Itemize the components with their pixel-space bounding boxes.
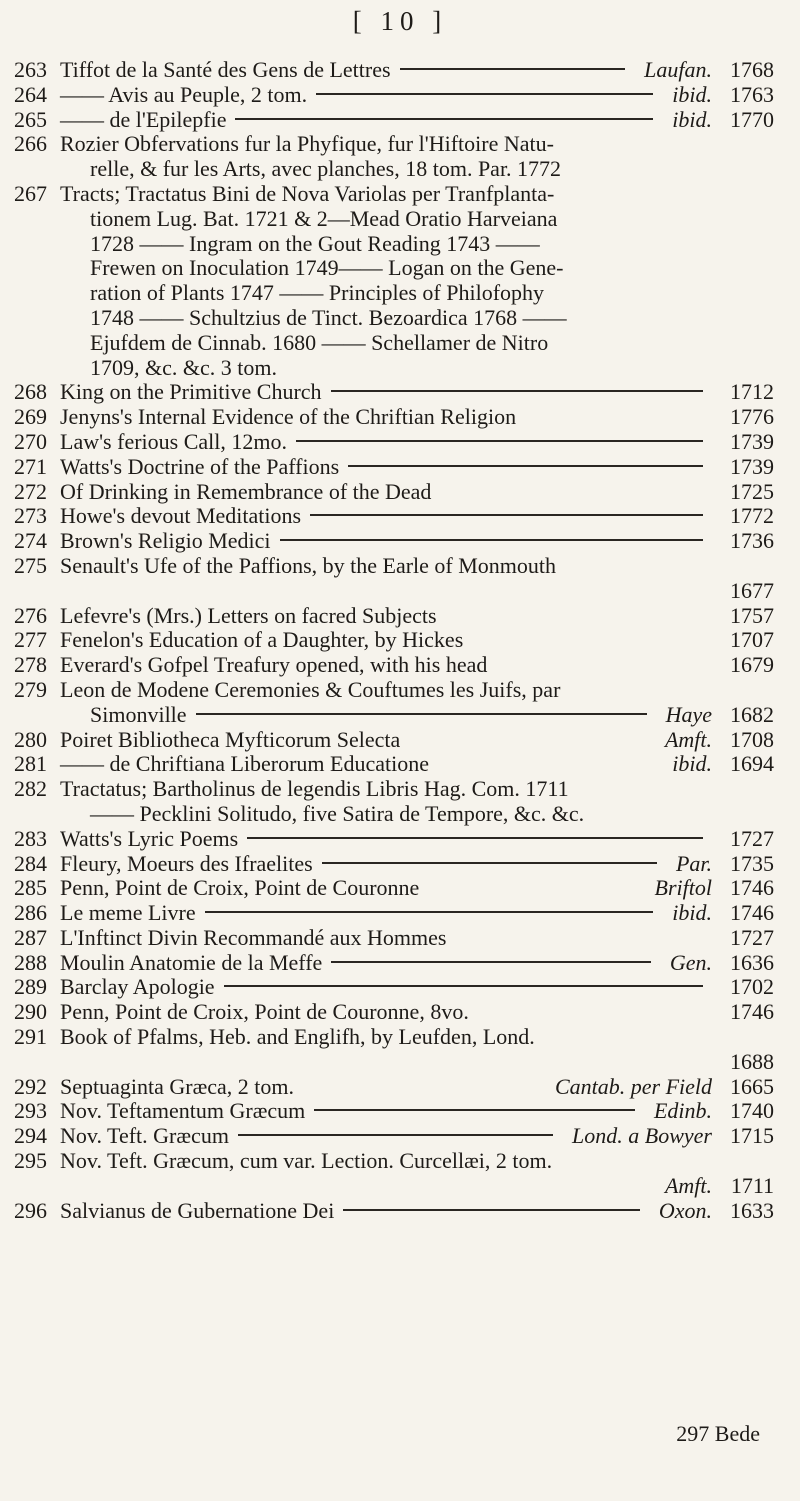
entry-title: —— de Chriftiana Liberorum Educatione: [60, 751, 429, 777]
catalogue-entry: [14, 1000, 774, 1025]
catalogue-entry: [14, 529, 774, 554]
entry-number: 263: [14, 57, 47, 82]
entry-year: 1768: [730, 57, 774, 82]
entry-number: 269: [14, 404, 47, 430]
entry-title: Poiret Bibliotheca Myfticorum Selecta: [60, 726, 401, 752]
entry-number: 275: [14, 552, 47, 578]
catchword: 297 Bede: [676, 1421, 760, 1446]
entry-number: 277: [14, 627, 47, 653]
entry-number: 288: [14, 949, 47, 975]
page-number: [ 10 ]: [352, 6, 448, 36]
catalogue-entry: [14, 678, 774, 728]
entry-number: 272: [14, 478, 47, 504]
entry-year: 1712: [730, 379, 774, 405]
entry-number: 284: [14, 850, 47, 876]
entry-year: 1702: [730, 974, 774, 1000]
entry-place: Gen.: [669, 949, 712, 975]
entry-title: Le meme Livre: [60, 900, 196, 926]
entry-number: 268: [14, 379, 47, 405]
entry-place: Cantab. per Field: [554, 1073, 712, 1099]
entry-number: 278: [14, 652, 47, 678]
entry-place: Haye: [665, 701, 712, 727]
entry-title: Fleury, Moeurs des Ifraelites: [60, 850, 313, 876]
entry-place: ibid.: [672, 751, 712, 777]
catalogue-entry: [14, 455, 774, 480]
entry-title: Simonville: [90, 701, 187, 727]
catalogue-entry: [14, 728, 774, 753]
entry-text: tionem Lug. Bat. 1721 & 2—Mead Oratio Harveiana: [90, 205, 558, 231]
entry-title: Salvianus de Gubernatione Dei: [60, 1197, 335, 1223]
entry-title: Nov. Teftamentum Græcum: [60, 1098, 306, 1124]
entry-text: relle, & fur les Arts, avec planches, 18 tom. Par. 1772: [90, 156, 562, 182]
entry-year: 1746: [730, 875, 774, 901]
catalogue-entry: [14, 926, 774, 951]
catalogue-entry: [14, 827, 774, 852]
catalogue-entry: [14, 852, 774, 877]
entry-year: 1727: [730, 924, 774, 950]
entry-number: 266: [14, 131, 47, 157]
entry-year: 1739: [730, 453, 774, 479]
entry-text: —— Pecklini Solitudo, five Satira de Tempore, &c. &c.: [90, 800, 585, 826]
catalogue-entry: [14, 1075, 774, 1100]
catalogue-entry: [14, 1124, 774, 1149]
entry-year: 1772: [730, 503, 774, 529]
entry-year: 1763: [730, 81, 774, 107]
catalogue-entry: [14, 752, 774, 777]
entry-text: 1709, &c. &c. 3 tom.: [90, 354, 277, 380]
entry-title: Of Drinking in Remembrance of the Dead: [60, 478, 432, 504]
catalogue-entry: [14, 901, 774, 926]
entry-year: 1707: [730, 627, 774, 653]
entry-number: 270: [14, 428, 47, 454]
leader-rule: [322, 862, 657, 864]
entry-text: Frewen on Inoculation 1749—— Logan on the Gene-: [90, 255, 564, 281]
catalogue-entry: [14, 132, 774, 182]
entry-place: Amft.: [664, 1172, 712, 1198]
entry-year: 1682: [730, 701, 774, 727]
entry-number: 292: [14, 1073, 47, 1099]
entry-number: 294: [14, 1123, 47, 1149]
catalogue-entry: [14, 876, 774, 901]
entry-title: —— Avis au Peuple, 2 tom.: [60, 81, 308, 107]
entry-title: Watts's Lyric Poems: [60, 825, 239, 851]
entry-year: 1679: [730, 652, 774, 678]
entry-place: ibid.: [672, 900, 712, 926]
entry-number: 279: [14, 676, 47, 702]
entry-text: Rozier Obfervations fur la Phyfique, fur l'Hiftoire Natu-: [60, 131, 554, 157]
entry-title: King on the Primitive Church: [60, 379, 322, 405]
entry-title: Tiffot de la Santé des Gens de Lettres: [60, 57, 391, 82]
entry-year: 1725: [730, 478, 774, 504]
entry-year: 1735: [730, 850, 774, 876]
leader-rule: [348, 465, 703, 467]
entry-text: Tractatus; Bartholinus de legendis Libris Hag. Com. 1711: [60, 776, 569, 802]
entry-number: 287: [14, 924, 47, 950]
catalogue-entry: [14, 405, 774, 430]
entry-place: Edinb.: [653, 1098, 712, 1124]
entry-place: ibid.: [672, 106, 712, 132]
entry-title: Everard's Gofpel Treafury opened, with his head: [60, 652, 488, 678]
leader-rule: [280, 539, 703, 541]
entry-number: 274: [14, 528, 47, 554]
entry-number: 291: [14, 1024, 47, 1050]
catalogue-entry: [14, 1099, 774, 1124]
entry-number: 264: [14, 81, 47, 107]
leader-rule: [224, 985, 703, 987]
entry-year: 1688: [730, 1048, 774, 1074]
entry-place: Lond. a Bowyer: [572, 1123, 712, 1149]
entry-title: Howe's devout Meditations: [60, 503, 302, 529]
entry-title: L'Inftinct Divin Recommandé aux Hommes: [60, 924, 447, 950]
entry-year: 1776: [730, 404, 774, 430]
entry-year: 1727: [730, 825, 774, 851]
entry-number: 273: [14, 503, 47, 529]
entry-text: Tracts; Tractatus Bini de Nova Variolas per Tranfplanta-: [60, 180, 555, 206]
entry-year: 1746: [730, 999, 774, 1025]
leader-rule: [331, 390, 703, 392]
entry-year: 1740: [730, 1098, 774, 1124]
entry-year: 1757: [730, 602, 774, 628]
catalogue-entry: [14, 182, 774, 380]
entry-text: Ejufdem de Cinnab. 1680 —— Schellamer de Nitro: [90, 329, 549, 355]
entry-year: 1736: [730, 528, 774, 554]
entry-year: 1636: [730, 949, 774, 975]
catalogue-entry: [14, 480, 774, 505]
catalogue-entry: [14, 777, 774, 827]
entry-place: Amft.: [664, 726, 712, 752]
entry-year: 1694: [730, 751, 774, 777]
entry-title: Lefevre's (Mrs.) Letters on facred Subjects: [60, 602, 437, 628]
entry-number: 295: [14, 1148, 47, 1174]
entry-number: 276: [14, 602, 47, 628]
entry-number: 280: [14, 726, 47, 752]
catalogue-entry: [14, 951, 774, 976]
entry-number: 265: [14, 106, 47, 132]
catalogue-entry: [14, 975, 774, 1000]
entry-place: Par.: [675, 850, 712, 876]
entry-year: 1708: [730, 726, 774, 752]
entry-year: 1746: [730, 900, 774, 926]
entry-text: 1728 —— Ingram on the Gout Reading 1743 ——: [90, 230, 540, 256]
catalogue-entry: [14, 58, 774, 83]
entry-title: Nov. Teft. Græcum: [60, 1123, 229, 1149]
entry-text: Nov. Teft. Græcum, cum var. Lection. Curcellæi, 2 tom.: [60, 1148, 553, 1174]
entry-title: Brown's Religio Medici: [60, 528, 271, 554]
leader-rule: [205, 911, 654, 913]
entry-title: Watts's Doctrine of the Paffions: [60, 453, 340, 479]
entry-year: 1633: [730, 1197, 774, 1223]
catalogue-entry: [14, 380, 774, 405]
entry-title: Penn, Point de Croix, Point de Couronne: [60, 875, 420, 901]
leader-rule: [310, 514, 703, 516]
leader-rule: [196, 713, 647, 715]
entry-number: 286: [14, 900, 47, 926]
leader-rule: [314, 1109, 635, 1111]
entry-number: 285: [14, 875, 47, 901]
leader-rule: [247, 837, 703, 839]
entry-place: Oxon.: [658, 1197, 712, 1223]
entry-year: 1711: [730, 1172, 774, 1198]
entry-place: ibid.: [672, 81, 712, 107]
entry-title: —— de l'Epilepfie: [60, 106, 227, 132]
leader-rule: [331, 961, 651, 963]
catalogue-entry: [14, 108, 774, 133]
catalogue-entry: [14, 504, 774, 529]
catalogue-entry: [14, 83, 774, 108]
entry-number: 281: [14, 751, 47, 777]
entry-text: Book of Pfalms, Heb. and Englifh, by Leufden, Lond.: [60, 1024, 535, 1050]
catalogue-entry: [14, 653, 774, 678]
entry-title: Septuaginta Græca, 2 tom.: [60, 1073, 295, 1099]
entry-number: 283: [14, 825, 47, 851]
entry-number: 293: [14, 1098, 47, 1124]
entry-title: Jenyns's Internal Evidence of the Chriftian Religion: [60, 404, 517, 430]
entry-title: Fenelon's Education of a Daughter, by Hickes: [60, 627, 464, 653]
leader-rule: [316, 93, 653, 95]
leader-rule: [400, 68, 626, 70]
leader-rule: [235, 118, 653, 120]
entry-title: Barclay Apologie: [60, 974, 215, 1000]
entry-number: 282: [14, 776, 47, 802]
entry-number: 290: [14, 999, 47, 1025]
entry-text: ration of Plants 1747 —— Principles of Philofophy: [90, 280, 545, 306]
leader-rule: [343, 1209, 640, 1211]
catalogue-entry: [14, 1199, 774, 1224]
catalogue-entry: [14, 554, 774, 604]
entry-number: 289: [14, 974, 47, 1000]
entry-number: 267: [14, 180, 47, 206]
catalogue-entry: [14, 1025, 774, 1075]
entry-year: 1677: [730, 577, 774, 603]
catalogue-entry: [14, 430, 774, 455]
entry-title: Moulin Anatomie de la Meffe: [60, 949, 323, 975]
entry-title: Law's ferious Call, 12mo.: [60, 428, 287, 454]
entry-list: [14, 58, 774, 1223]
catalogue-entry: [14, 604, 774, 629]
entry-number: 271: [14, 453, 47, 479]
entry-text: 1748 —— Schultzius de Tinct. Bezoardica 1768 ——: [90, 304, 567, 330]
entry-year: 1715: [730, 1123, 774, 1149]
leader-rule: [296, 440, 703, 442]
entry-title: Penn, Point de Croix, Point de Couronne, 8vo.: [60, 999, 469, 1025]
entry-year: 1739: [730, 428, 774, 454]
catalogue-entry: [14, 628, 774, 653]
catalogue-entry: [14, 1149, 774, 1199]
entry-year: 1770: [730, 106, 774, 132]
entry-text: Senault's Ufe of the Paffions, by the Earle of Monmouth: [60, 552, 557, 578]
entry-year: 1665: [730, 1073, 774, 1099]
entry-place: Briftol: [654, 875, 712, 901]
entry-number: 296: [14, 1197, 47, 1223]
entry-text: Leon de Modene Ceremonies & Couftumes les Juifs, par: [60, 676, 561, 702]
leader-rule: [238, 1134, 553, 1136]
entry-place: Laufan.: [644, 57, 712, 82]
